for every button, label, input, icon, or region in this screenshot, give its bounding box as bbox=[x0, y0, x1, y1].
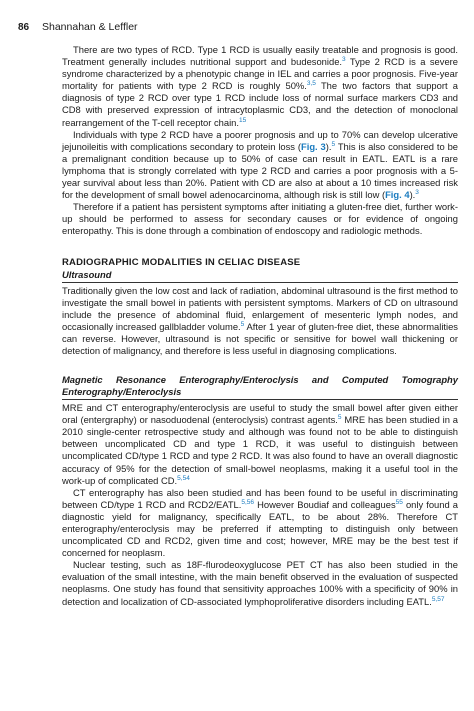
figure-link[interactable]: Fig. 4 bbox=[385, 189, 410, 201]
subsection-title-mre-ct: Magnetic Resonance Enterography/Enteroclysis and Computed Tomography Enterography/Enteroclysis bbox=[62, 374, 458, 400]
text-run: CT enterography has also been studied and has been found to be useful in discriminating between CD/type 1 RCD and RCD2/EATL. bbox=[62, 486, 458, 510]
citation[interactable]: 15 bbox=[239, 116, 247, 124]
citation[interactable]: 5,56 bbox=[241, 498, 255, 506]
text-run: After 1 year of gluten-free diet, these abnormalities can reverse. However, ultrasound is not specific or sensitive for bowel wall thickening or detection of malignancy, and therefore is less useful in diagnosing complications. bbox=[62, 320, 458, 356]
citation[interactable]: 5 bbox=[331, 140, 336, 148]
text-run: Nuclear testing, such as 18F-flurodeoxyglucose PET CT has also been studied in the evaluation of the small intestine, with the main benefit observed in the evaluation of suspected neoplasms. One study has found that sensitivity approaches 100% with a specificity of 90% in detection and localization of CD-associated lymphoproliferative disorders including EATL. bbox=[62, 559, 458, 607]
citation[interactable]: 55 bbox=[395, 498, 403, 506]
page-number: 86 bbox=[18, 22, 30, 33]
paragraph-mre bbox=[62, 402, 458, 487]
text-run: Type 2 RCD is a severe syndrome characterized by a phenotypic change in IEL and carries a poor prognosis. Five-year mortality for patients with type 2 RCD is roughly 50%. bbox=[62, 56, 458, 92]
text-run: The two factors that support a diagnosis of type 2 RCD over type 1 RCD include loss of normal surface markers CD3 and CD8 with preserved expression of intracytoplasmic CD3, and the detection of monoclonal rearrangement of the T-cell receptor chain. bbox=[62, 80, 458, 128]
running-header bbox=[18, 21, 138, 33]
citation[interactable]: 3 bbox=[415, 189, 419, 196]
text-run: MRE and CT enterography/enteroclysis are useful to study the small bowel after given either oral (entergraphy) or nasoduodenal (enteroclysis) contrast agents. bbox=[62, 402, 458, 426]
text-run: There are two types of RCD. Type 1 RCD is usually easily treatable and prognosis is good. Treatment generally includes nutritional support and budesonide. bbox=[62, 44, 458, 68]
text-run: However Boudiaf and colleagues bbox=[254, 498, 396, 510]
paragraph-rcd-types bbox=[62, 44, 458, 129]
text-run: Individuals with type 2 RCD have a poorer prognosis and up to 70% can develop ulcerative jejunoileitis with complications secondary to protein loss ( bbox=[62, 128, 458, 152]
citation[interactable]: 5,54 bbox=[177, 474, 190, 482]
section-title: RADIOGRAPHIC MODALITIES IN CELIAC DISEASE bbox=[62, 256, 301, 268]
text-run: ). bbox=[409, 189, 416, 201]
paragraph-nuclear-testing bbox=[62, 559, 458, 607]
paragraph-type2-prognosis bbox=[62, 129, 458, 202]
text-run: ). bbox=[325, 140, 332, 152]
text-run: This is also considered to be a premalignant condition because up to 50% of case can result in EATL. EATL is a rare lymphoma that is strongly correlated with type 2 RCD and carries a poor prognosis with a 5-year survival about less than 20%. Patient with CD are also at about a 10 times increased risk for the development of small bowel adenocarcinoma, although risk is still low ( bbox=[62, 140, 459, 201]
citation[interactable]: 3 bbox=[342, 55, 346, 63]
citation[interactable]: 5 bbox=[240, 320, 245, 328]
subsection-title-ultrasound: Ultrasound bbox=[62, 269, 458, 283]
figure-link[interactable]: Fig. 3 bbox=[301, 140, 326, 152]
running-authors: Shannahan & Leffler bbox=[42, 21, 138, 33]
text-run: Traditionally given the low cost and lack of radiation, abdominal ultrasound is the first method to investigate the small bowel in patients with persistent symptoms. Markers of CD on ultrasound include the presence of abdominal fluid, enlargement of mesenteric lymph nodes, and occasionally increased gallbladder volume. bbox=[62, 284, 458, 332]
citation[interactable]: 5 bbox=[337, 414, 342, 422]
citation[interactable]: 5,57 bbox=[431, 595, 445, 603]
article-body bbox=[62, 44, 458, 608]
paragraph-workup: Therefore if a patient has persistent symptoms after initiating a gluten-free diet, further work-up should be performed to assess for secondary causes or for evidence of ongoing enteropathy. This is done through a combination of endoscopy and radiologic methods. bbox=[62, 201, 458, 237]
citation[interactable]: 3,5 bbox=[306, 80, 316, 88]
text-run: only found a diagnostic yield for malignancy, specifically EATL, to be about 28%. Therefore CT enterography/enteroclysis may be preferred if attempting to distinguish only between uncomplicated CD and RCD2, given time and cost; however, MRE may be the best test if concerned for neoplasm. bbox=[62, 498, 458, 559]
text-run: MRE has been studied in a 2010 single-center retrospective study and although was found not to be able to distinguish between uncomplicated CD and type 1 RCD, it was useful to distinguish between uncomplicated CD/type 1 RCD and type 2 RCD. It was also found to have an overall diagnostic accuracy of 95% for the detection of small-bowel neoplasms, making it a useful tool in the work-up of complicated CD. bbox=[62, 414, 458, 486]
paragraph-ct-enterography bbox=[62, 487, 458, 560]
paragraph-ultrasound bbox=[62, 285, 458, 358]
